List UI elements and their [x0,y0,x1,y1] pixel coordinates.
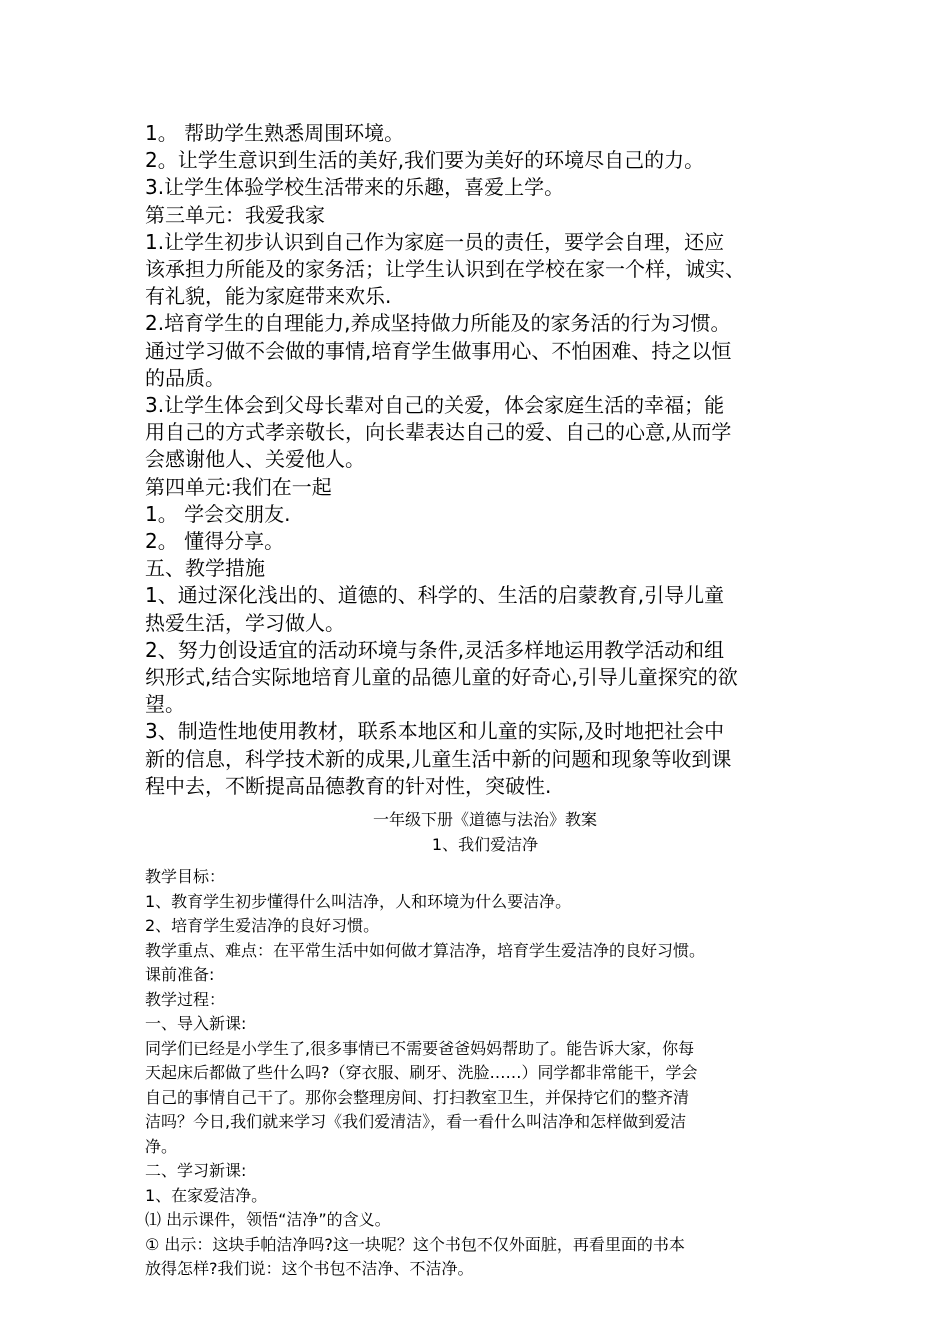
text-line: 通过学习做不会做的事情,培育学生做事用心、不怕困难、持之以恒 [145,338,732,363]
text-line: 二、学习新课: [145,1161,247,1181]
text-line: 织形式,结合实际地培育儿童的品德儿童的好奇心,引导儿童探究的欲 [145,665,738,690]
text-line: 1、在家爱洁净。 [145,1185,268,1205]
text-line: 望。 [145,692,185,717]
text-line: 第四单元:我们在一起 [145,474,332,499]
lesson-title: 一年级下册《道德与法治》教案 [372,810,597,830]
text-line: 2。让学生意识到生活的美好,我们要为美好的环境尽自己的力。 [145,148,705,173]
text-line: 洁吗？今日,我们就来学习《我们爱清洁》，看一看什么叫洁净和怎样做到爱洁 [145,1112,687,1132]
text-line: ⑴ 出示课件，领悟“洁净”的含义。 [145,1210,391,1230]
text-line: 3.让学生体验学校生活带来的乐趣，喜爱上学。 [145,175,565,200]
text-line: 课前准备: [145,965,215,985]
text-line: 五、教学措施 [145,556,265,581]
text-line: 的品质。 [145,365,225,390]
text-line: 2、培育学生爱洁净的良好习惯。 [145,916,380,936]
text-line: 1.让学生初步认识到自己作为家庭一员的责任，要学会自理，还应 [145,229,725,254]
text-line: 2、努力创设适宜的活动环境与条件,灵活多样地运用教学活动和组 [145,637,725,662]
text-line: 用自己的方式孝亲敬长，向长辈表达自己的爱、自己的心意,从而学 [145,420,732,445]
text-line: 热爱生活，学习做人。 [145,610,345,635]
text-line: 1、通过深化浅出的、道德的、科学的、生活的启蒙教育,引导儿童 [145,583,725,608]
text-line: 会感谢他人、关爱他人。 [145,447,365,472]
text-line: 1。 帮助学生熟悉周围环境。 [145,121,405,145]
text-line: 1、教育学生初步懂得什么叫洁净，人和环境为什么要洁净。 [145,891,572,911]
text-line: 教学目标： [145,867,226,887]
text-line: 一、导入新课: [145,1014,247,1034]
text-line: 教学重点、难点：在平常生活中如何做才算洁净，培育学生爱洁净的良好习惯。 [145,940,706,960]
text-line: 程中去，不断提高品德教育的针对性，突破性. [145,773,552,798]
lesson-body [145,865,825,1282]
text-line: 新的信息，科学技术新的成果,儿童生活中新的问题和现象等收到课 [145,746,732,771]
text-line: 2.培育学生的自理能力,养成坚持做力所能及的家务活的行为习惯。 [145,311,731,336]
text-line: 有礼貌，能为家庭带来欢乐. [145,284,392,309]
text-line: 净。 [145,1136,178,1156]
text-line: 该承担力所能及的家务活；让学生认识到在学校在家一个样，诚实、 [145,257,745,282]
text-line: 3.让学生体会到父母长辈对自己的关爱，体会家庭生活的幸福；能 [145,393,725,418]
text-line: 天起床后都做了些什么吗?（穿衣服、刷牙、洗脸……）同学都非常能干，学会 [145,1063,698,1083]
text-line: ① 出示：这块手帕洁净吗?这一块呢？这个书包不仅外面脏，再看里面的书本 [145,1234,685,1254]
text-line: 2。 懂得分享。 [145,529,285,554]
text-line: 自己的事情自己干了。那你会整理房间、打扫教室卫生，并保持它们的整齐清 [145,1087,690,1107]
text-line: 同学们已经是小学生了,很多事情已不需要爸爸妈妈帮助了。能告诉大家，你每 [145,1038,695,1058]
text-line: 3、制造性地使用教材，联系本地区和儿童的实际,及时地把社会中 [145,719,725,744]
teaching-plan-units [145,120,825,800]
text-line: 放得怎样?我们说：这个书包不洁净、不洁净。 [145,1259,474,1279]
document-page [145,120,825,1282]
text-line: 1。 学会交朋友. [145,501,291,526]
text-line: 第三单元：我爱我家 [145,202,325,227]
lesson-subtitle: 1、我们爱洁净 [431,834,539,854]
text-line: 教学过程： [145,989,226,1009]
lesson-heading [145,808,825,857]
